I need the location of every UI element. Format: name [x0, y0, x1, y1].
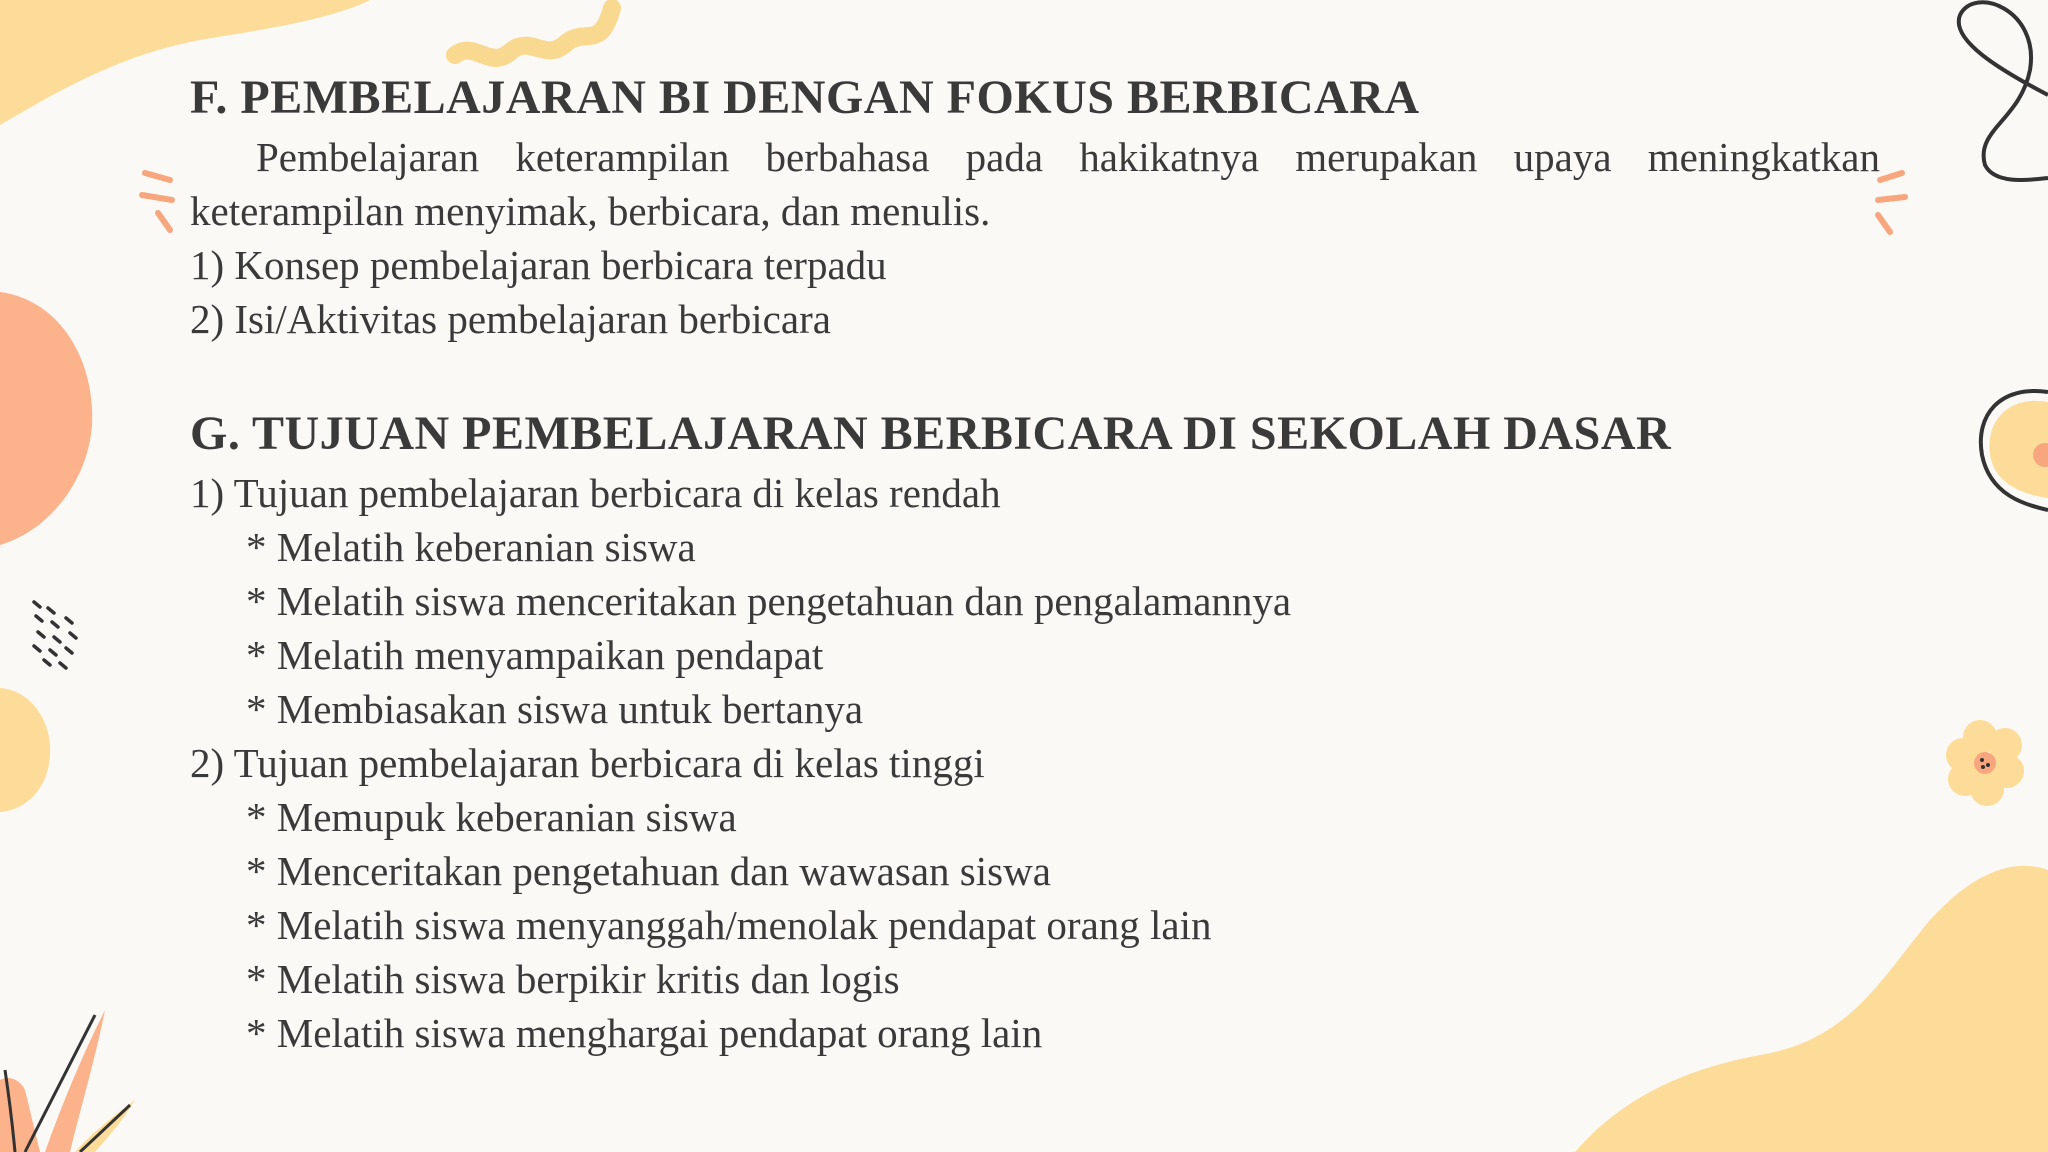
group-title: 2) Tujuan pembelajaran berbicara di kelas tinggi [190, 740, 985, 786]
flower [1946, 720, 2024, 806]
list-item: * Memupuk keberanian siswa [246, 794, 737, 840]
loop-line [1959, 2, 2048, 180]
accent-ticks-right [1878, 173, 1905, 232]
section-f-item: 2) Isi/Aktivitas pembelajaran berbicara [190, 296, 831, 342]
yellow-blob-left [0, 688, 50, 812]
list-item: * Membiasakan siswa untuk bertanya [246, 686, 864, 732]
list-item: * Melatih siswa berpikir kritis dan logis [246, 956, 900, 1002]
squiggle [455, 8, 612, 58]
list-item: * Melatih siswa menghargai pendapat orang lain [246, 1010, 1043, 1056]
list-item: * Melatih keberanian siswa [246, 524, 696, 570]
accent-ticks-left [142, 173, 172, 230]
list-item: * Melatih menyampaikan pendapat [246, 632, 824, 678]
section-f-item: 1) Konsep pembelajaran berbicara terpadu [190, 242, 887, 288]
section-g-heading: G. TUJUAN PEMBELAJARAN BERBICARA DI SEKOLAH DASAR [190, 407, 1672, 460]
leaf-plant [0, 1010, 135, 1152]
dots-pattern [34, 602, 76, 668]
section-f-paragraph: Pembelajaran keterampilan berbahasa pada hakikatnya merupakan upaya meningkatkan keterampilan menyimak, berbicara, dan menulis. [190, 134, 1880, 234]
peach-blob-left [0, 292, 92, 545]
list-item: * Melatih siswa menceritakan pengetahuan dan pengalamannya [246, 578, 1292, 624]
section-f-heading: F. PEMBELAJARAN BI DENGAN FOKUS BERBICARA [190, 71, 1420, 124]
group-title: 1) Tujuan pembelajaran berbicara di kelas rendah [190, 470, 1001, 516]
slide-content [190, 66, 1880, 1060]
list-item: * Menceritakan pengetahuan dan wawasan siswa [246, 848, 1051, 894]
list-item: * Melatih siswa menyanggah/menolak pendapat orang lain [246, 902, 1212, 948]
